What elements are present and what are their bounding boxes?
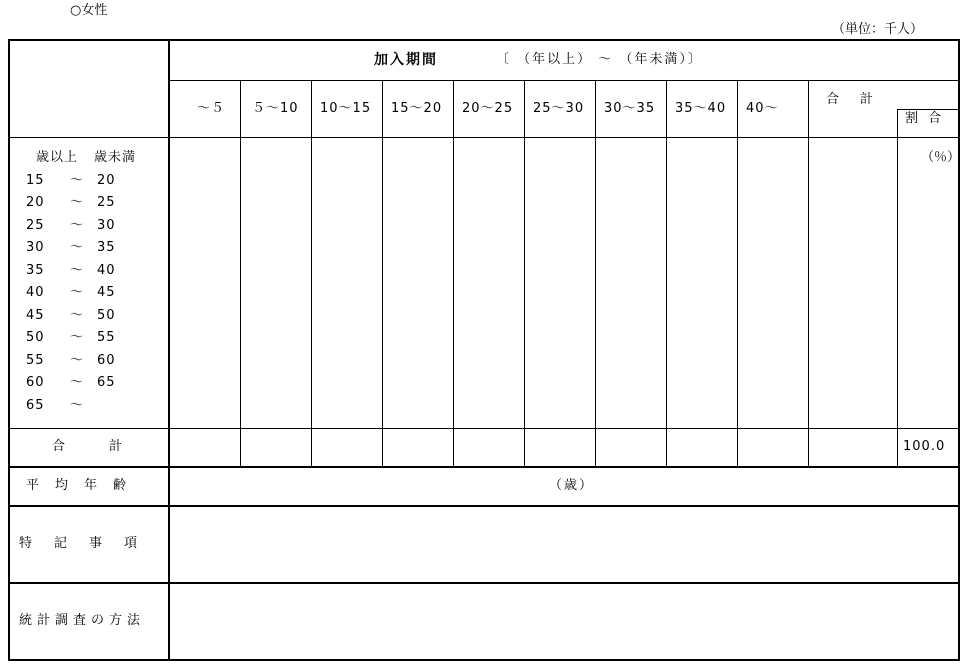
- age-row: [26, 398, 127, 414]
- age-row: [26, 173, 127, 189]
- age-row-from: 20: [26, 195, 45, 210]
- col-divider-4: [453, 80, 454, 466]
- col-divider-3: [382, 80, 383, 466]
- total-column-header: 合 計: [826, 92, 878, 107]
- age-row: [26, 353, 127, 369]
- age-row-from: 55: [26, 353, 45, 368]
- age-row: [26, 330, 127, 346]
- age-row-from: 25: [26, 218, 45, 233]
- col-divider-2: [311, 80, 312, 466]
- header-divider-line: [169, 80, 960, 81]
- header-bottom-line: [8, 137, 960, 138]
- special-notes-bottom-line: [8, 582, 960, 584]
- age-row: [26, 285, 127, 301]
- total-ratio-value: 100.0: [903, 439, 946, 454]
- column-header-tenure-8: 35～40: [675, 101, 727, 116]
- age-row-to: 40: [97, 263, 116, 278]
- ratio-header-line: [897, 109, 960, 110]
- age-row-from: 30: [26, 240, 45, 255]
- age-row-to: 60: [97, 353, 116, 368]
- column-header-tenure-3: 10～15: [320, 101, 372, 116]
- age-row-tilde: ～: [70, 398, 85, 413]
- survey-method-label: 統計調査の方法: [19, 613, 146, 628]
- ratio-column-header: 割 合: [905, 111, 945, 126]
- ratio-column-divider: [897, 109, 898, 466]
- total-row-bottom-line: [8, 466, 960, 468]
- age-row-to: 25: [97, 195, 116, 210]
- unit-note: （単位：千人）: [832, 22, 924, 37]
- age-row-from: 45: [26, 308, 45, 323]
- col-divider-1: [240, 80, 241, 466]
- age-row: [26, 195, 127, 211]
- age-row-to: 20: [97, 173, 116, 188]
- column-header-tenure-4: 15～20: [391, 101, 443, 116]
- age-from-header: 歳以上: [36, 150, 79, 165]
- age-row-tilde: ～: [70, 285, 85, 300]
- col-divider-9: [808, 80, 809, 466]
- average-age-bottom-line: [8, 505, 960, 507]
- section-title: ○女性: [70, 3, 108, 18]
- special-notes-label: 特記事項: [19, 536, 160, 551]
- column-header-tenure-1: ～５: [197, 101, 226, 116]
- age-row-tilde: ～: [70, 173, 85, 188]
- group-subheading: 〔 （年以上） ～ （年未満）〕: [496, 52, 703, 67]
- age-row-tilde: ～: [70, 308, 85, 323]
- age-row: [26, 218, 127, 234]
- age-row-to: 30: [97, 218, 116, 233]
- age-row-to: 65: [97, 375, 116, 390]
- age-row-to: 55: [97, 330, 116, 345]
- age-row: [26, 240, 127, 256]
- age-row-to: 45: [97, 285, 116, 300]
- age-row-to: 35: [97, 240, 116, 255]
- total-row-label: 合 計: [52, 439, 129, 454]
- age-row-from: 35: [26, 263, 45, 278]
- age-row-tilde: ～: [70, 195, 85, 210]
- age-row-from: 50: [26, 330, 45, 345]
- col-divider-7: [666, 80, 667, 466]
- age-row-to: 50: [97, 308, 116, 323]
- age-row-tilde: ～: [70, 263, 85, 278]
- age-row-tilde: ～: [70, 330, 85, 345]
- age-row: [26, 308, 127, 324]
- group-heading: 加入期間: [374, 52, 438, 68]
- age-row-from: 40: [26, 285, 45, 300]
- column-header-tenure-9: 40～: [746, 101, 779, 116]
- table-bottom-border: [8, 659, 960, 661]
- table-top-border: [8, 39, 960, 41]
- ratio-unit: （％）: [921, 150, 961, 165]
- age-header: [36, 150, 136, 166]
- age-row: [26, 263, 127, 279]
- col-divider-6: [595, 80, 596, 466]
- col-divider-8: [737, 80, 738, 466]
- column-header-tenure-7: 30～35: [604, 101, 656, 116]
- age-row-tilde: ～: [70, 375, 85, 390]
- age-row-tilde: ～: [70, 218, 85, 233]
- column-header-tenure-6: 25～30: [533, 101, 585, 116]
- age-row-tilde: ～: [70, 353, 85, 368]
- body-bottom-line: [8, 428, 960, 429]
- average-age-unit: （歳）: [549, 478, 595, 493]
- label-column-border: [168, 39, 170, 661]
- average-age-label: 平均年齢: [26, 478, 143, 493]
- col-divider-5: [524, 80, 525, 466]
- age-to-header: 歳未満: [94, 150, 137, 165]
- age-row-from: 65: [26, 398, 45, 413]
- age-row-tilde: ～: [70, 240, 85, 255]
- table-right-border: [958, 39, 960, 661]
- table-left-border: [8, 39, 10, 661]
- age-row: [26, 375, 127, 391]
- age-row-from: 60: [26, 375, 45, 390]
- age-row-from: 15: [26, 173, 45, 188]
- column-header-tenure-5: 20～25: [462, 101, 514, 116]
- column-header-tenure-2: ５～10: [252, 101, 299, 116]
